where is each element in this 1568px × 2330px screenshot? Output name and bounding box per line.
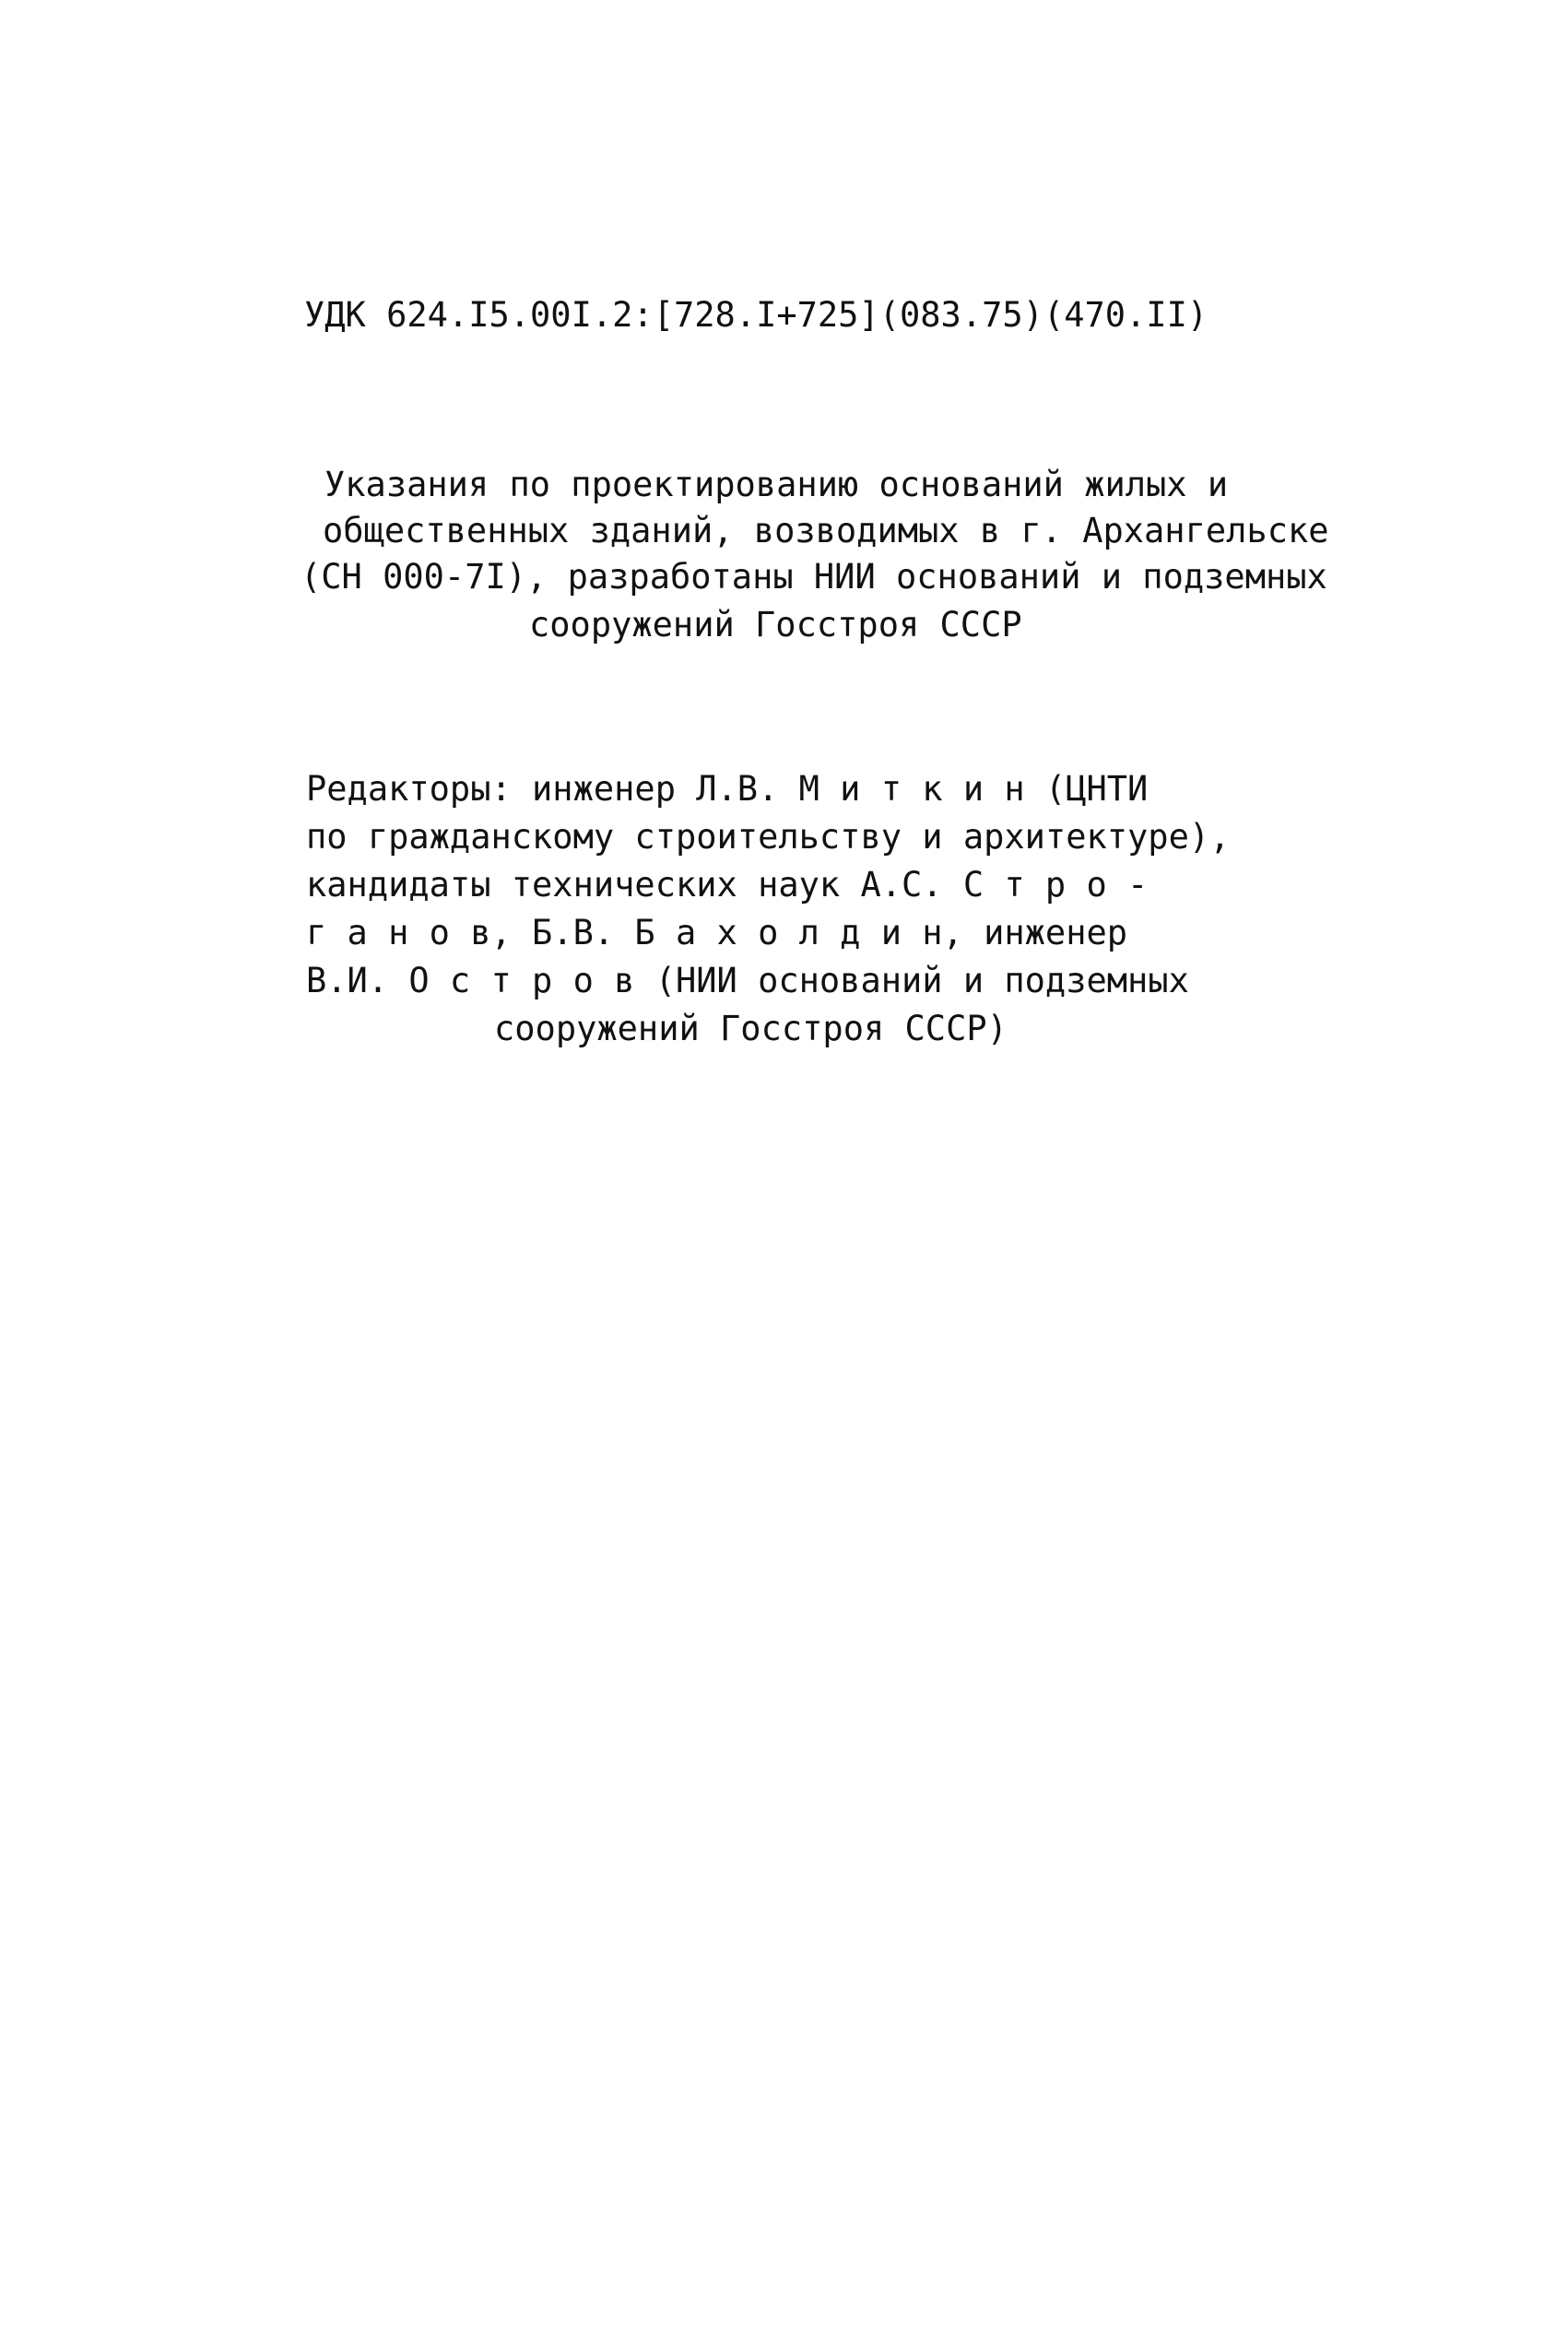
editors-line-2: по гражданскому строительству и архитектуре), [306,817,1231,857]
annotation-line-1: Указания по проектированию оснований жилых и [324,465,1229,504]
annotation-line-4: сооружений Госстроя СССР [529,605,1022,645]
udk-code: УДК 624.I5.00I.2:[728.I+725](083.75)(470.II) [304,295,1208,335]
editors-line-3: кандидаты технических наук А.С. С т р о - [306,865,1149,905]
annotation-line-3: (СН 000-7I), разработаны НИИ оснований и подземных [301,557,1327,597]
editors-line-1: Редакторы: инженер Л.В. М и т к и н (ЦНТИ [306,769,1149,809]
editors-line-5: В.И. О с т р о в (НИИ оснований и подземных [306,961,1189,1000]
annotation-line-2: общественных зданий, возводимых в г. Архангельске [323,511,1329,550]
editors-line-6: сооружений Госстроя СССР) [494,1009,1008,1048]
editors-line-4: г а н о в, Б.В. Б а х о л д и н, инженер [306,913,1128,952]
